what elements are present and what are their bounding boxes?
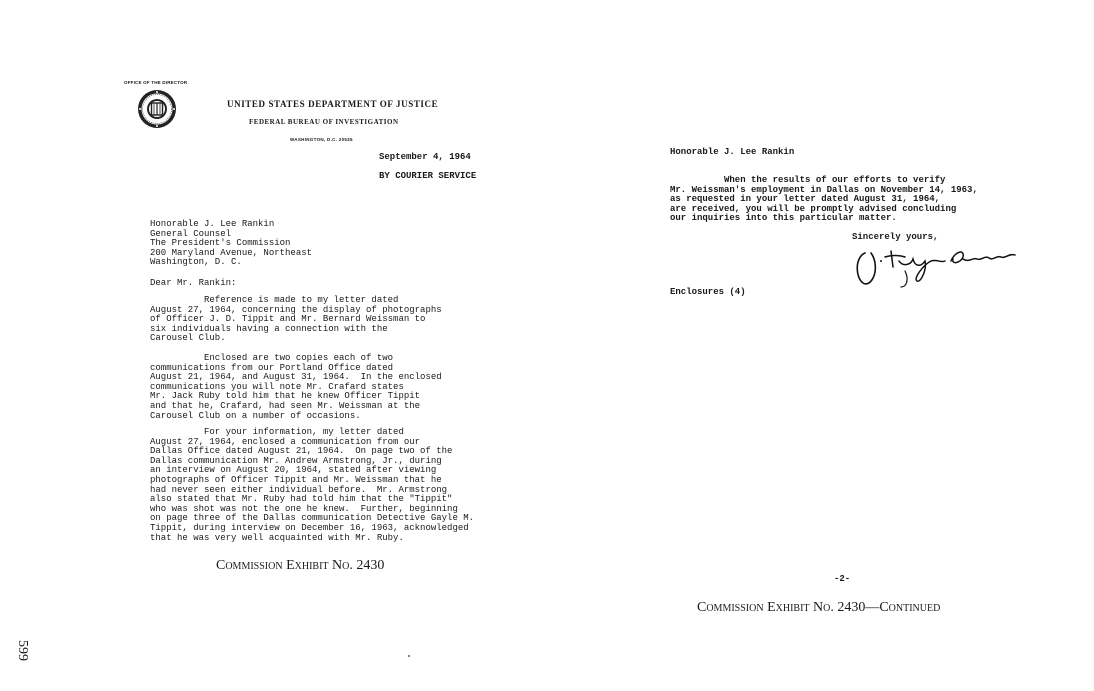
exhibit-caption-text: Commission Exhibit No. 2430—Continued [697,600,941,615]
salutation: Dear Mr. Rankin: [150,278,237,288]
fbi-seal-icon [137,89,177,129]
page-marker: -2- [834,574,851,584]
body-paragraph: When the results of our efforts to verify Mr. Weissman's employment in Dallas on November 14, 1963, as requested in your letter dated August 31, 1964, are received, you will be promptly advised concluding our inquiries into this particular matter. [670,175,978,224]
closing: Sincerely yours, [852,232,939,242]
body-paragraph: Enclosed are two copies each of two communications from our Portland Office dated August 21, 1964, and August 31, 1964. In the enclosed communications you will note Mr. Crafard states Mr. Jack Ruby told him that he knew Officer Tippit and that he, Crafard, had seen Mr. Weissman at the Carousel Club on a number of occasions. [150,353,442,421]
right-letter-page [547,0,1094,691]
exhibit-caption [216,558,384,574]
addressee-line: Honorable J. Lee Rankin [670,147,795,157]
body-paragraph: For your information, my letter dated August 27, 1964, enclosed a communication from our Dallas Office dated August 21, 1964. On page two of the Dallas communication Mr. Andrew Armstrong, Jr., during an interview on August 20, 1964, stated after viewing photographs of Officer Tippit and Mr. Weissman that he had never seen either individual before. Mr. Armstrong also stated that Mr. Ruby had told him that the "Tippit" who was shot was not the one he knew. Further, beginning on page three of the Dallas communication Detective Gayle M. Tippit, during interview on December 16, 1963, acknowledged that he was very well acquainted with Mr. Ruby. [150,427,475,543]
addressee-block: Honorable J. Lee Rankin General Counsel The President's Commission 200 Maryland Avenue, Northeast Washington, D. C. [150,219,313,268]
department-name: UNITED STATES DEPARTMENT OF JUSTICE [227,99,439,109]
enclosures-line: Enclosures (4) [670,287,746,297]
letter-date: September 4, 1964 [379,152,471,162]
exhibit-caption [697,600,940,616]
signature-icon [847,243,1019,289]
city-line: WASHINGTON, D.C. 20535 [290,137,353,142]
bureau-name: FEDERAL BUREAU OF INVESTIGATION [249,118,399,126]
body-paragraph: Reference is made to my letter dated August 27, 1964, concerning the display of photographs of Officer J. D. Tippit and Mr. Bernard Weissman to six individuals having a connection with the Carousel Club. [150,295,442,344]
office-of-director-label: OFFICE OF THE DIRECTOR [124,80,188,85]
exhibit-caption-text: Commission Exhibit No. 2430 [216,558,385,573]
scan-speck [408,655,410,657]
page-number: 599 [15,640,30,661]
delivery-method: BY COURIER SERVICE [379,171,477,181]
